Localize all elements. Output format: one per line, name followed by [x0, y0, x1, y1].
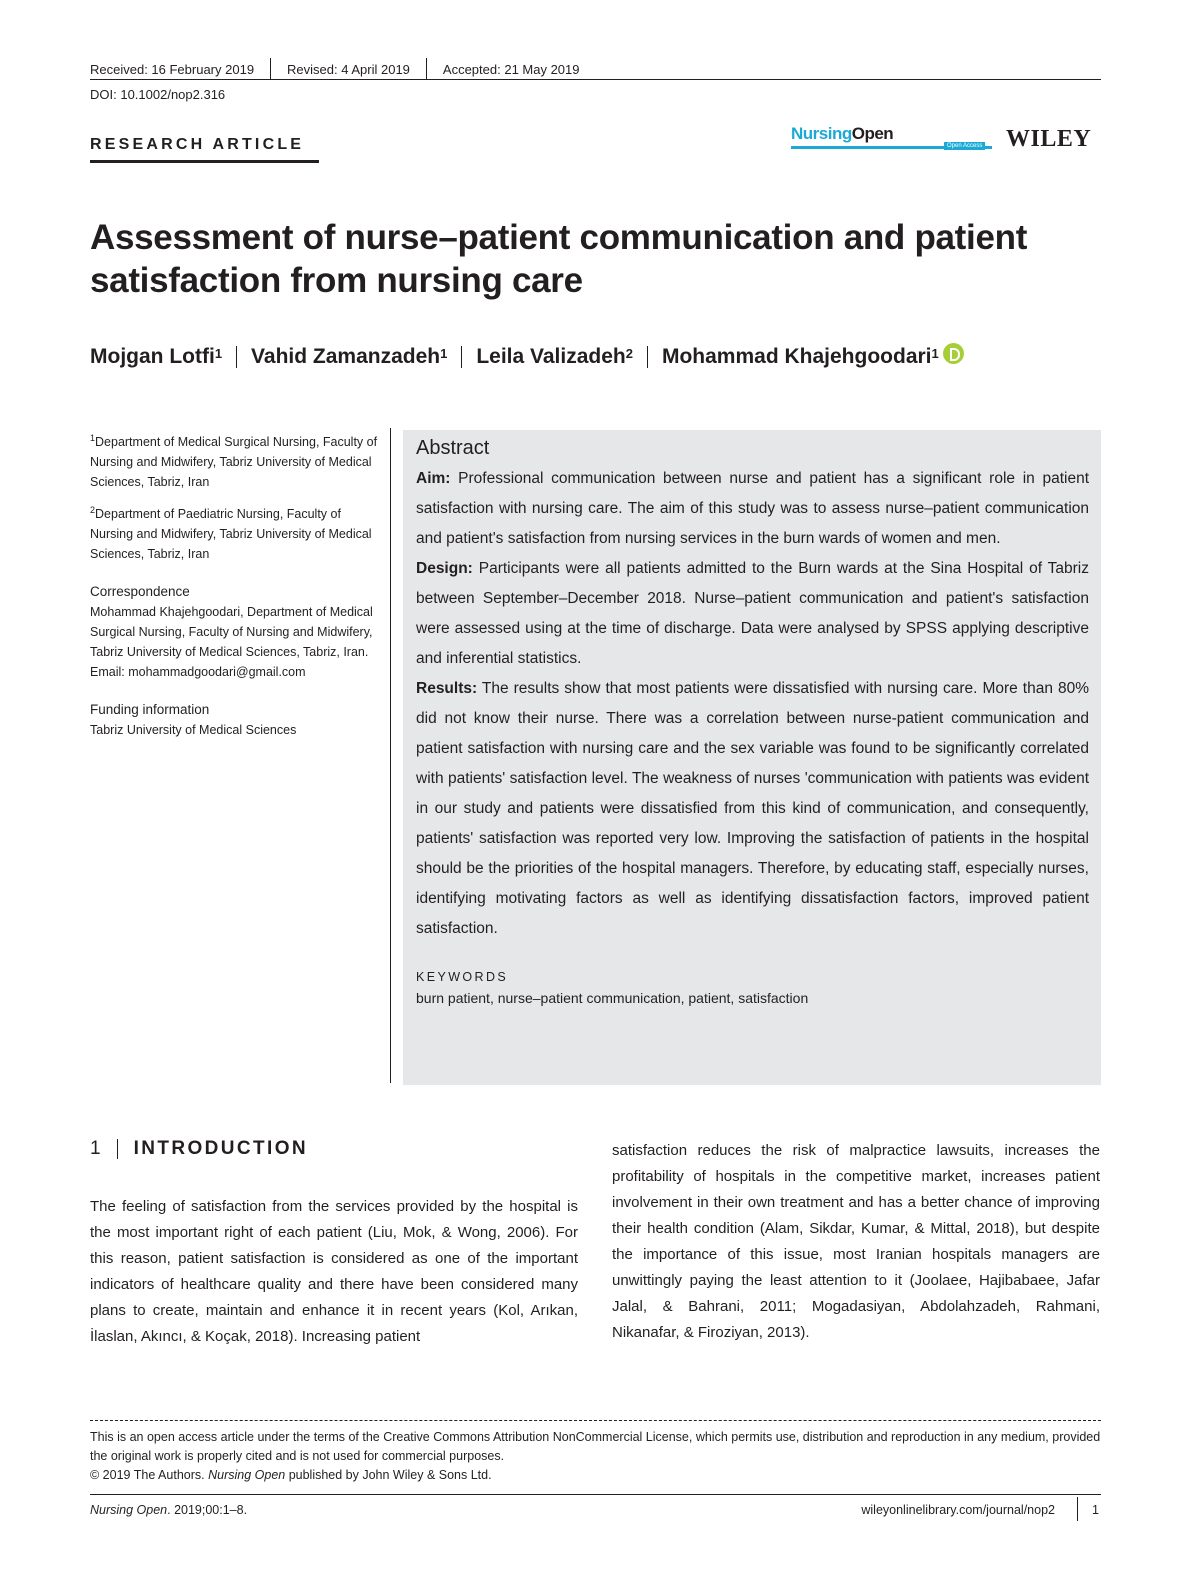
body-text-column-2: satisfaction reduces the risk of malpractice lawsuits, increases the profitability of hospitals in the competitive market, increases patient involvement in their own treatment and has a better chance of improving their health condition (Alam, Sikdar, Kumar, & Mittal, 2018), but despite the importance of this issue, most Iranian hospitals managers are unwittingly paying the least attention to it (Joolaee, Hajibabaee, Jafar Jalal, & Bahrani, 2011; Mogadasiyan, Abdolahzadeh, Rahmani, Nikanafar, & Firoziyan, 2013).	[612, 1142, 1100, 1341]
abstract-design	[416, 554, 1089, 674]
author-affiliation: 1	[440, 345, 448, 361]
abstract-heading: Abstract	[416, 437, 490, 459]
author-affiliation: 1	[931, 345, 939, 361]
article-info-column	[90, 428, 380, 740]
correspondence-text: Mohammad Khajehgoodari, Department of Medical Surgical Nursing, Faculty of Nursing and Midwifery, Tabriz University of Medical Sciences, Tabriz, Iran.	[90, 605, 373, 660]
license-text: This is an open access article under the terms of the Creative Commons Attribution NonCommercial License, which permits use, distribution and reproduction in any medium, provided the original work is properly cited and is not used for commercial purposes.	[90, 1430, 1101, 1463]
author-affiliation: 2	[625, 345, 633, 361]
accepted-date: Accepted: 21 May 2019	[442, 61, 580, 77]
divider	[426, 58, 427, 80]
correspondence-heading: Correspondence	[90, 584, 190, 600]
column-rule	[390, 428, 391, 1083]
copyright-journal: Nursing Open	[208, 1468, 286, 1482]
section-title: INTRODUCTION	[133, 1138, 309, 1159]
license-rule	[90, 1420, 1101, 1421]
divider	[117, 1139, 118, 1159]
affiliation-text: Department of Paediatric Nursing, Faculty of Nursing and Midwifery, Tabriz University of Medical Sciences, Tabriz, Iran	[90, 507, 372, 562]
journal-logo-tag: Open Access	[944, 142, 985, 150]
journal-logo-part2: Open	[851, 124, 894, 143]
copyright-line	[90, 1466, 1101, 1485]
journal-logo	[791, 124, 893, 144]
journal-url[interactable]: wileyonlinelibrary.com/journal/nop2	[861, 1503, 1055, 1517]
author-affiliation: 1	[214, 345, 223, 361]
aim-label: Aim:	[416, 470, 451, 487]
article-title: Assessment of nurse–patient communication and patient satisfaction from nursing care	[90, 218, 1028, 300]
abstract-box	[403, 430, 1101, 1085]
section-heading	[90, 1138, 308, 1160]
citation-text: . 2019;00:1–8.	[167, 1503, 248, 1517]
divider	[1077, 1497, 1078, 1521]
affiliation-number: 2	[90, 505, 96, 516]
journal-logo-part1: Nursing	[791, 124, 852, 143]
design-text: Participants were all patients admitted to the Burn wards at the Sina Hospital of Tabriz between September–December 2018. Nurse–patient communication and patient's satisfaction were assessed using at the time of discharge. Data were analysed by SPSS applying descriptive and inferential statistics.	[416, 560, 1089, 667]
article-type: RESEARCH ARTICLE	[90, 136, 305, 153]
abstract-aim	[416, 464, 1089, 554]
journal-name: Nursing Open	[90, 1503, 168, 1517]
funding-text: Tabriz University of Medical Sciences	[90, 723, 297, 738]
page-number: 1	[1092, 1503, 1099, 1517]
author-name[interactable]: Mohammad Khajehgoodari	[661, 345, 932, 368]
license-notice	[90, 1428, 1101, 1485]
author-name[interactable]: Leila Valizadeh	[476, 345, 626, 368]
divider	[461, 346, 462, 368]
orcid-icon[interactable]	[943, 343, 964, 364]
author-name[interactable]: Vahid Zamanzadeh	[251, 345, 441, 368]
author-name[interactable]: Mojgan Lotfi	[90, 345, 215, 368]
correspondence-email[interactable]: Email: mohammadgoodari@gmail.com	[90, 665, 306, 680]
divider	[647, 346, 648, 368]
affiliation	[90, 500, 380, 564]
affiliation-number: 1	[90, 433, 96, 443]
keywords-list: burn patient, nurse–patient communication, patient, satisfaction	[416, 990, 809, 1006]
body-text-column-1: The feeling of satisfaction from the services provided by the hospital is the most important right of each patient (Liu, Mok, & Wong, 2006). For this reason, patient satisfaction is considered as one of the important indicators of healthcare quality and there have been considered many plans to create, maintain and enhance it in recent years (Kol, Arıkan, İlaslan, Akıncı, & Koçak, 2018). Increasing patient	[90, 1198, 578, 1345]
footer-rule	[90, 1494, 1101, 1495]
divider	[270, 58, 271, 80]
doi[interactable]: DOI: 10.1002/nop2.316	[90, 87, 226, 102]
affiliation	[90, 428, 380, 492]
author-list	[90, 345, 964, 369]
abstract-results	[416, 674, 1089, 944]
funding-heading: Funding information	[90, 702, 210, 718]
header-rule	[90, 79, 1101, 80]
affiliation-text: Department of Medical Surgical Nursing, Faculty of Nursing and Midwifery, Tabriz University of Medical Sciences, Tabriz, Iran	[90, 435, 378, 490]
article-dates	[90, 58, 580, 80]
publisher-logo: WILEY	[1006, 126, 1092, 152]
revised-date: Revised: 4 April 2019	[287, 61, 410, 77]
keywords-heading: KEYWORDS	[416, 970, 509, 984]
journal-citation	[90, 1503, 247, 1517]
section-number: 1	[90, 1138, 101, 1159]
results-label: Results:	[416, 680, 478, 697]
results-text: The results show that most patients were dissatisfied with nursing care. More than 80% did not know their nurse. There was a correlation between nurse-patient communication and patient satisfaction with nursing care and the sex variable was found to be significantly correlated with patients' satisfaction level. The weakness of nurses 'communication with patients was evident in our study and patients were dissatisfied from this kind of communication, and consequently, patients' satisfaction was reported very low. Improving the satisfaction of patients in the hospital should be the priorities of the hospital managers. Therefore, by educating staff, especially nurses, identifying motivating factors as well as identifying dissatisfaction factors, improved patient satisfaction.	[416, 680, 1089, 937]
aim-text: Professional communication between nurse and patient has a significant role in patient satisfaction with nursing care. The aim of this study was to assess nurse–patient communication and patient's satisfaction from nursing services in the burn wards of women and men.	[416, 470, 1089, 547]
article-type-underline	[90, 160, 319, 163]
received-date: Received: 16 February 2019	[90, 61, 255, 77]
divider	[236, 346, 237, 368]
copyright-prefix: © 2019 The Authors.	[90, 1468, 209, 1482]
copyright-suffix: published by John Wiley & Sons Ltd.	[285, 1468, 492, 1482]
design-label: Design:	[416, 560, 473, 577]
